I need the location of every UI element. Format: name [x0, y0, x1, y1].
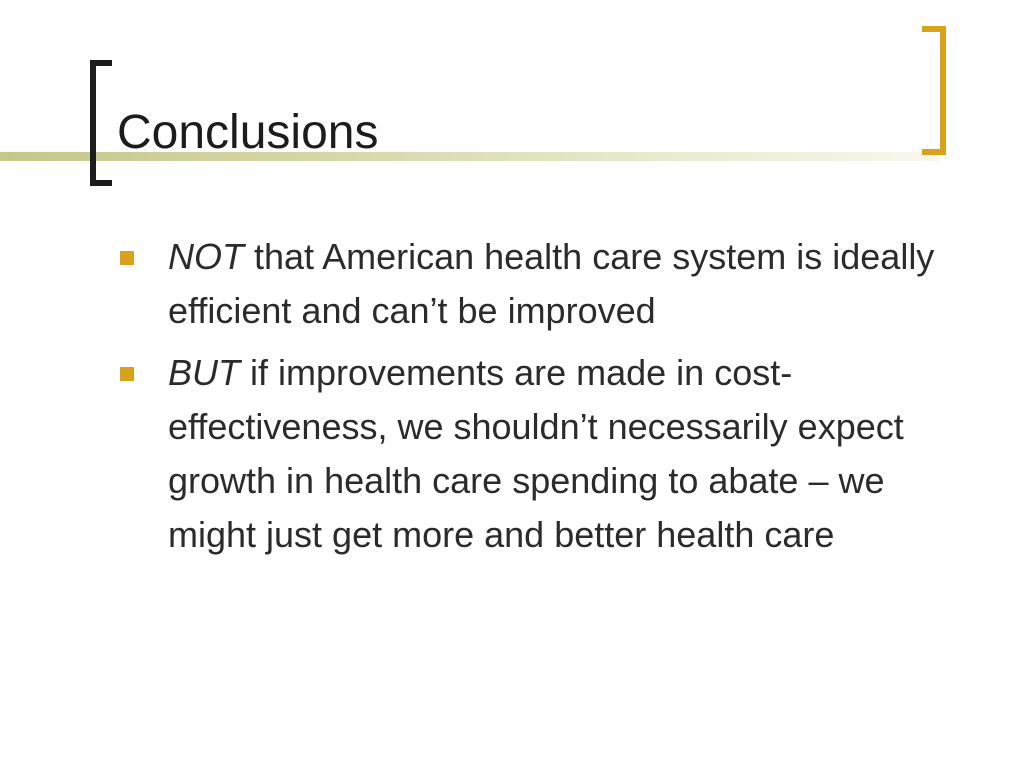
bullet-text: that American health care system is ideally efficient and can’t be improved — [168, 236, 935, 331]
bullet-item-but — [116, 346, 958, 562]
slide-title: Conclusions — [117, 106, 379, 159]
right-bracket-decoration — [922, 26, 946, 155]
bullet-lead-word: BUT — [168, 352, 240, 393]
bullet-item-not — [116, 230, 958, 338]
left-bracket-decoration — [90, 60, 112, 186]
square-bullet-icon — [120, 367, 134, 381]
bullet-text: if improvements are made in cost-effectiveness, we shouldn’t necessarily expect growth in health care spending to abate – we might just get more and better health care — [168, 352, 904, 555]
bullet-list — [116, 230, 976, 570]
square-bullet-icon — [120, 251, 134, 265]
bullet-lead-word: NOT — [168, 236, 244, 277]
